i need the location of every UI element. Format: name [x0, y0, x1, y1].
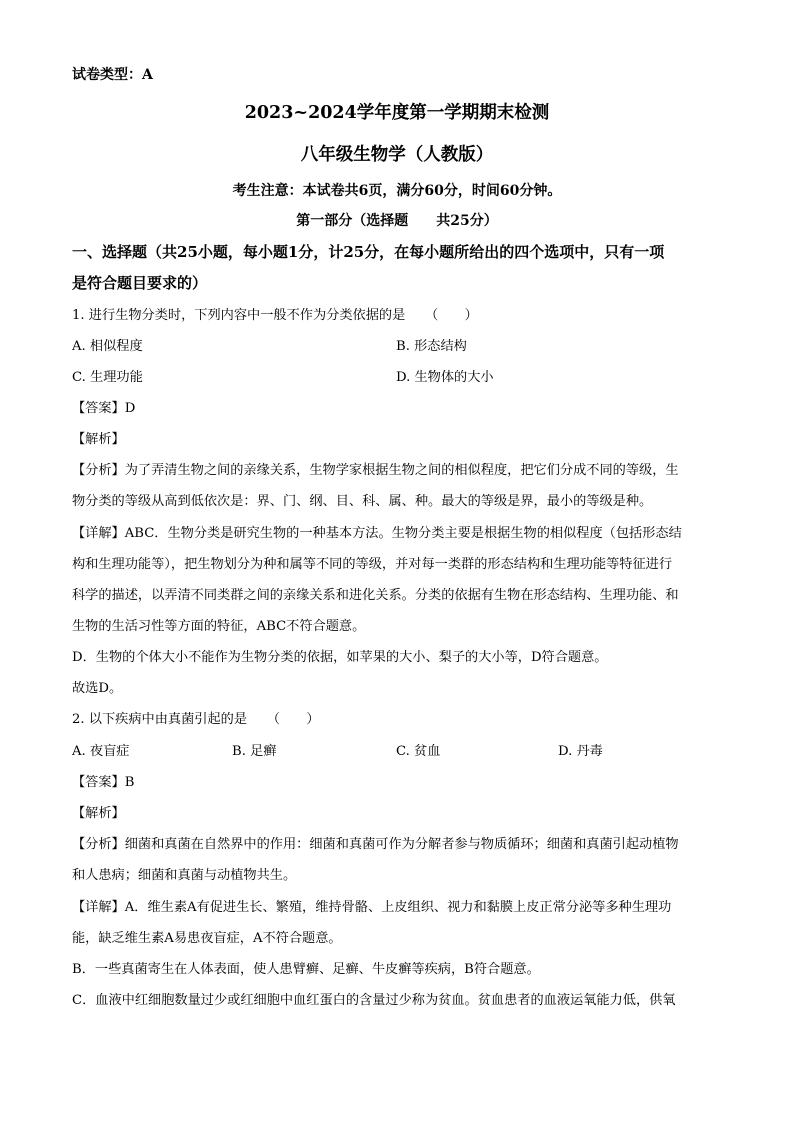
paper-type: 试卷类型：A [72, 67, 153, 83]
question-2-detail-line-1: 【详解】A．维生素A有促进生长、繁殖，维持骨骼、上皮组织、视力和黏膜上皮正常分泌等多种生理功 [72, 900, 672, 915]
question-1-option-a: A. 相似程度 [72, 339, 143, 354]
exam-title: 2023~2024学年度第一学期期末检测 [244, 103, 550, 123]
section-heading-line-1: 一、选择题（共25小题，每小题1分，计25分，在每小题所给出的四个选项中，只有一项 [72, 243, 665, 261]
question-2-detail-line-3: B．一些真菌寄生在人体表面，使人患臂癣、足癣、牛皮癣等疾病，B符合题意。 [72, 962, 540, 977]
question-1-analysis-label: 【解析】 [72, 432, 125, 447]
part-heading: 第一部分（选择题 共25分） [296, 213, 498, 229]
question-1-detail-line-5: D．生物的个体大小不能作为生物分类的依据，如苹果的大小、梨子的大小等，D符合题意。 [72, 650, 608, 665]
question-2-detail-line-4: C．血液中红细胞数量过少或红细胞中血红蛋白的含量过少称为贫血。贫血患者的血液运氧能力低，供氧 [72, 993, 676, 1008]
question-1-detail-line-1: 【详解】ABC．生物分类是研究生物的一种基本方法。生物分类主要是根据生物的相似程度（包括形态结 [72, 526, 682, 541]
question-1-analysis-line-1: 【分析】为了弄清生物之间的亲缘关系，生物学家根据生物之间的相似程度，把它们分成不同的等级，生 [72, 463, 679, 478]
question-1-conclusion: 故选D。 [72, 681, 123, 696]
question-1-stem: 1. 进行生物分类时，下列内容中一般不作为分类依据的是 （ ） [72, 308, 478, 323]
question-1-option-c: C. 生理功能 [72, 370, 143, 385]
question-2-stem: 2. 以下疾病中由真菌引起的是 （ ） [72, 712, 320, 727]
question-2-option-c: C. 贫血 [396, 744, 441, 759]
question-2-answer: 【答案】B [72, 775, 135, 790]
question-2-option-b: B. 足癣 [232, 744, 277, 759]
question-1-analysis-line-2: 物分类的等级从高到低依次是：界、门、纲、目、科、属、种。最大的等级是界，最小的等级是种。 [72, 494, 653, 509]
question-1-answer: 【答案】D [72, 401, 136, 416]
question-1-detail-line-3: 科学的描述，以弄清不同类群之间的亲缘关系和进化关系。分类的依据有生物在形态结构、生理功能、和 [72, 588, 679, 603]
question-1-option-b: B. 形态结构 [396, 339, 467, 354]
exam-subtitle: 八年级生物学（人教版） [300, 145, 494, 165]
question-1-detail-line-2: 构和生理功能等），把生物划分为种和属等不同的等级，并对每一类群的形态结构和生理功能等特征进行 [72, 557, 673, 572]
question-2-analysis-line-1: 【分析】细菌和真菌在自然界中的作用：细菌和真菌可作为分解者参与物质循环；细菌和真菌引起动植物 [72, 837, 679, 852]
question-2-detail-line-2: 能，缺乏维生素A易患夜盲症，A不符合题意。 [72, 931, 342, 946]
question-2-option-a: A. 夜盲症 [72, 744, 130, 759]
question-1-detail-line-4: 生物的生活习性等方面的特征，ABC不符合题意。 [72, 619, 366, 634]
exam-notice: 考生注意：本试卷共6页，满分60分，时间60分钟。 [232, 183, 562, 199]
question-2-option-d: D. 丹毒 [558, 744, 603, 759]
section-heading-line-2: 是符合题目要求的） [72, 274, 208, 292]
question-1-option-d: D. 生物体的大小 [396, 370, 494, 385]
question-2-analysis-label: 【解析】 [72, 806, 125, 821]
question-2-analysis-line-2: 和人患病；细菌和真菌与动植物共生。 [72, 868, 297, 883]
